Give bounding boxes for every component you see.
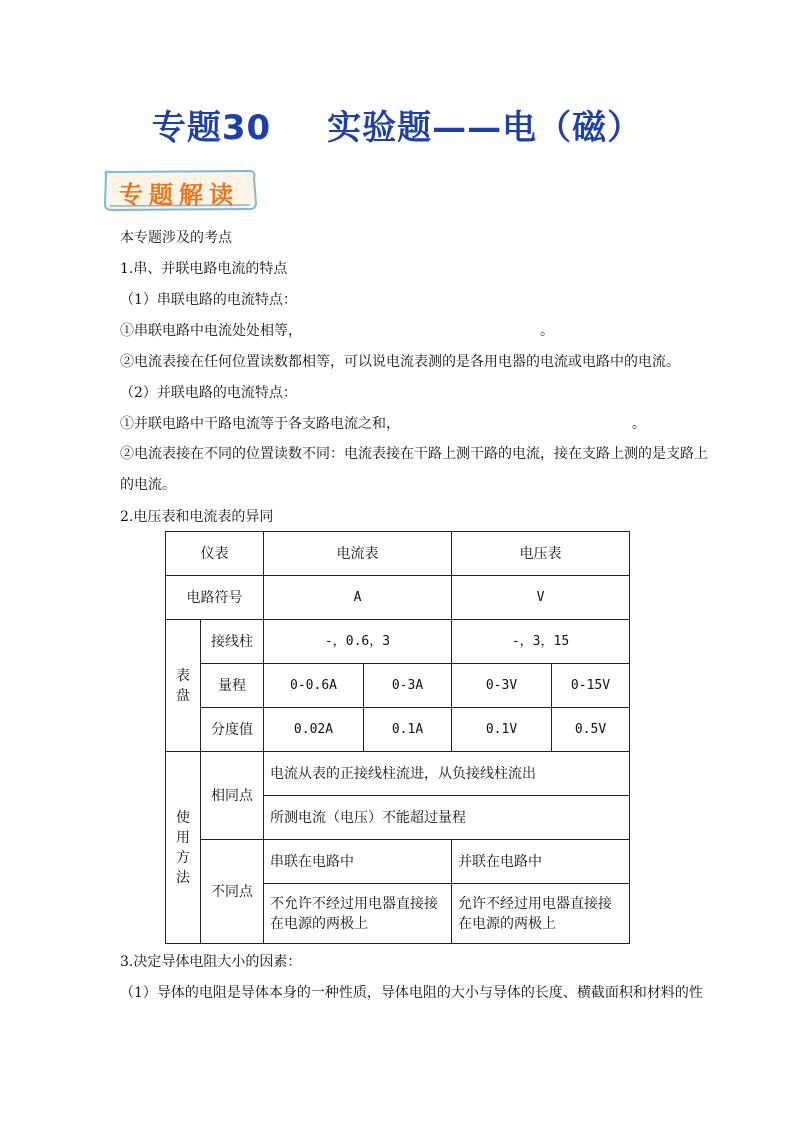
range-ammeter-small: 0-0.6A	[264, 664, 364, 708]
symbol-ammeter: A	[264, 576, 452, 620]
same-point-2: 所测电流（电压）不能超过量程	[264, 796, 630, 840]
title-topic-name: 实验题——电（磁）	[327, 108, 643, 148]
same-point-1: 电流从表的正接线柱流进，从负接线柱流出	[264, 752, 630, 796]
range-voltmeter-large: 0-15V	[552, 664, 630, 708]
range-label: 量程	[201, 664, 264, 708]
table-row	[166, 576, 630, 620]
diff-ammeter-2: 不允许不经过用电器直接接在电源的两极上	[264, 884, 452, 944]
table-row	[166, 620, 630, 664]
subheading-parallel: （2）并联电路的电流特点：	[120, 385, 297, 401]
terminal-ammeter: -，0.6，3	[264, 620, 452, 664]
subheading-series: （1）串联电路的电流特点：	[120, 292, 297, 308]
diff-voltmeter-1: 并联在电路中	[452, 840, 630, 884]
section-badge	[100, 168, 258, 212]
division-voltmeter-small: 0.1V	[452, 708, 552, 752]
dial-label: 表盘	[166, 620, 201, 752]
section-heading-2: 2.电压表和电流表的异同	[120, 509, 274, 525]
parallel-point-2: ②电流表接在不同的位置读数不同：电流表接在干路上测干路的电流，接在支路上测的是支路上的电流。	[120, 446, 708, 493]
section-heading-3: 3.决定导体电阻大小的因素：	[120, 954, 302, 970]
table-row	[166, 840, 630, 884]
header-instrument: 仪表	[166, 532, 264, 576]
table-row	[166, 664, 630, 708]
parallel-point-1-end: 。	[632, 416, 646, 432]
table-row	[166, 532, 630, 576]
range-ammeter-large: 0-3A	[364, 664, 452, 708]
header-voltmeter: 电压表	[452, 532, 630, 576]
diff-label: 不同点	[201, 840, 264, 944]
section-heading-1: 1.串、并联电路电流的特点	[120, 261, 288, 277]
diff-voltmeter-2: 允许不经过用电器直接接在电源的两极上	[452, 884, 630, 944]
table-row	[166, 752, 630, 796]
division-ammeter-large: 0.1A	[364, 708, 452, 752]
division-voltmeter-large: 0.5V	[552, 708, 630, 752]
symbol-voltmeter: V	[452, 576, 630, 620]
series-point-1-end: 。	[540, 323, 554, 339]
title-topic-number: 专题30	[151, 108, 272, 148]
division-ammeter-small: 0.02A	[264, 708, 364, 752]
header-ammeter: 电流表	[264, 532, 452, 576]
parallel-point-1: ①并联电路中干路电流等于各支路电流之和，	[120, 416, 400, 432]
range-voltmeter-small: 0-3V	[452, 664, 552, 708]
usage-label: 使用方法	[166, 752, 201, 944]
page-title	[0, 100, 794, 149]
terminal-voltmeter: -，3，15	[452, 620, 630, 664]
division-label: 分度值	[201, 708, 264, 752]
same-label: 相同点	[201, 752, 264, 840]
terminal-label: 接线柱	[201, 620, 264, 664]
resistance-point-1: （1）导体的电阻是导体本身的一种性质，导体电阻的大小与导体的长度、横截面积和材料的性	[120, 985, 703, 1001]
symbol-label: 电路符号	[166, 576, 264, 620]
intro-line: 本专题涉及的考点	[120, 230, 232, 246]
comparison-table	[165, 531, 630, 944]
series-point-1: ①串联电路中电流处处相等，	[120, 323, 302, 339]
diff-ammeter-1: 串联在电路中	[264, 840, 452, 884]
badge-label: 专题解读	[119, 180, 239, 209]
series-point-2: ②电流表接在任何位置读数都相等，可以说电流表测的是各用电器的电流或电路中的电流。	[120, 354, 680, 370]
table-row	[166, 708, 630, 752]
